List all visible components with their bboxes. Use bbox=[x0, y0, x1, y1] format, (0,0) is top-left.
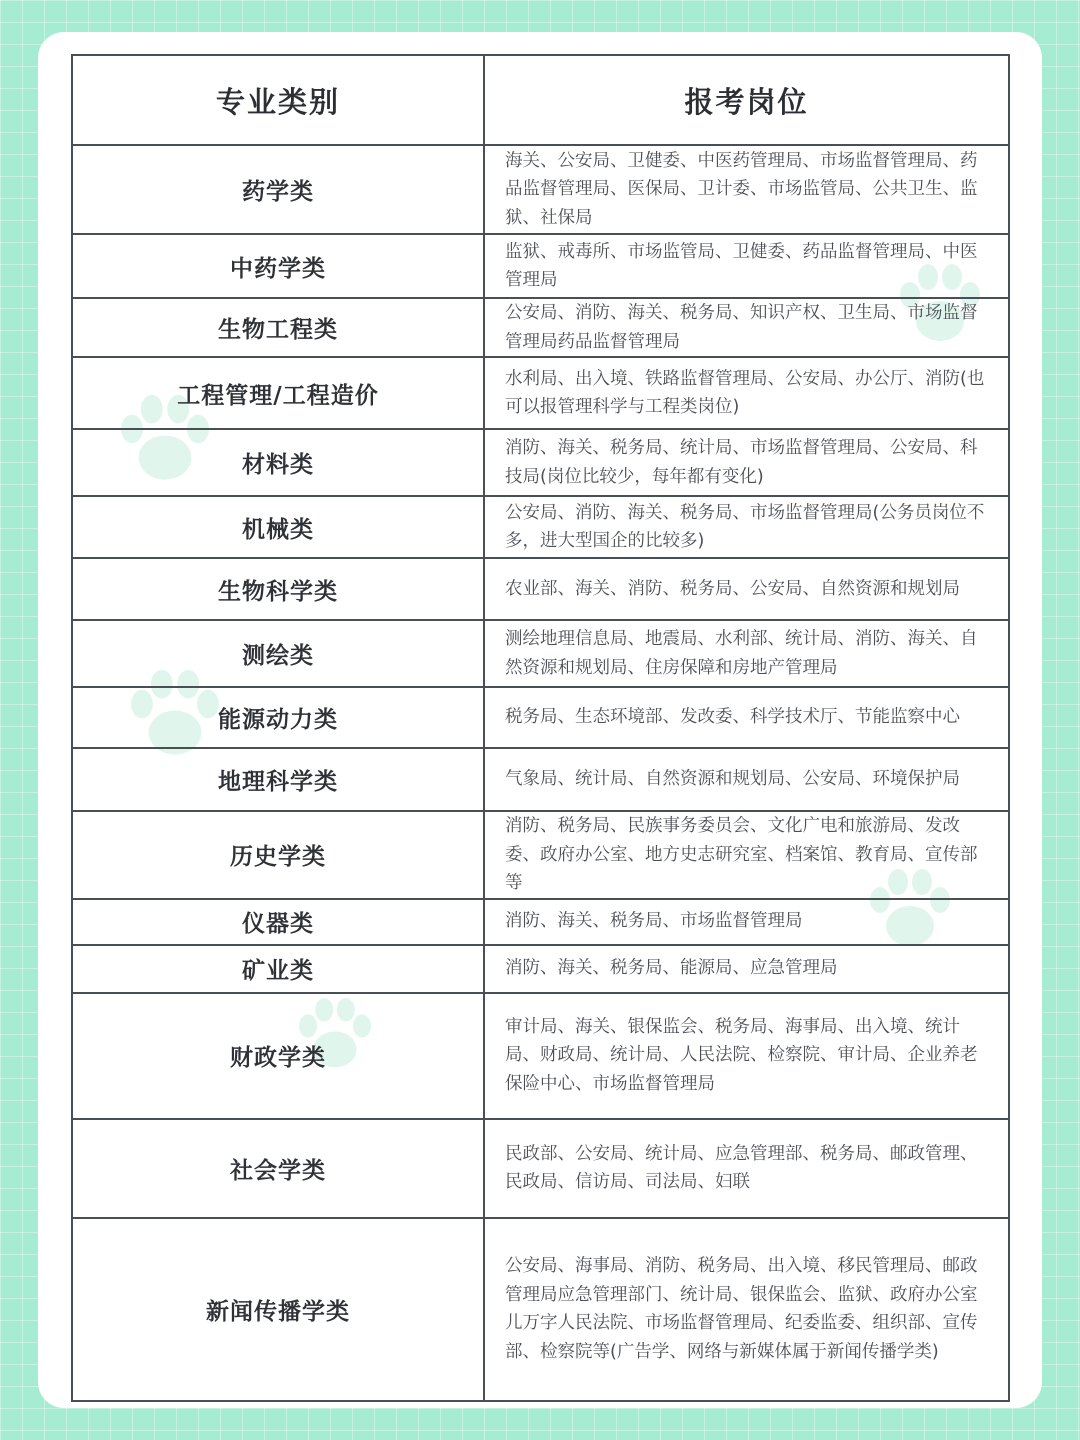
positions-cell: 消防、税务局、民族事务委员会、文化广电和旅游局、发改委、政府办公室、地方史志研究室、档案馆、教育局、宣传部等 bbox=[484, 811, 1009, 899]
category-cell: 机械类 bbox=[72, 496, 484, 558]
category-cell: 测绘类 bbox=[72, 620, 484, 687]
positions-cell: 监狱、戒毒所、市场监管局、卫健委、药品监督管理局、中医管理局 bbox=[484, 234, 1009, 298]
table-row bbox=[72, 993, 1009, 1119]
category-cell: 工程管理/工程造价 bbox=[72, 357, 484, 429]
header-major-category: 专业类别 bbox=[72, 55, 484, 145]
positions-cell: 消防、海关、税务局、统计局、市场监督管理局、公安局、科技局(岗位比较少，每年都有变化) bbox=[484, 429, 1009, 496]
positions-cell: 审计局、海关、银保监会、税务局、海事局、出入境、统计局、财政局、统计局、人民法院、检察院、审计局、企业养老保险中心、市场监督管理局 bbox=[484, 993, 1009, 1119]
table-row bbox=[72, 145, 1009, 234]
positions-cell: 消防、海关、税务局、市场监督管理局 bbox=[484, 899, 1009, 945]
category-cell: 药学类 bbox=[72, 145, 484, 234]
positions-cell: 消防、海关、税务局、能源局、应急管理局 bbox=[484, 945, 1009, 993]
major-position-table bbox=[71, 54, 1010, 1402]
positions-cell: 测绘地理信息局、地震局、水利部、统计局、消防、海关、自然资源和规划局、住房保障和房地产管理局 bbox=[484, 620, 1009, 687]
positions-cell: 公安局、消防、海关、税务局、市场监督管理局(公务员岗位不多，进大型国企的比较多) bbox=[484, 496, 1009, 558]
table-row bbox=[72, 620, 1009, 687]
category-cell: 生物科学类 bbox=[72, 558, 484, 620]
table-row bbox=[72, 234, 1009, 298]
table-row bbox=[72, 748, 1009, 811]
category-cell: 中药学类 bbox=[72, 234, 484, 298]
positions-cell: 水利局、出入境、铁路监督管理局、公安局、办公厅、消防(也可以报管理科学与工程类岗位) bbox=[484, 357, 1009, 429]
table-row bbox=[72, 496, 1009, 558]
category-cell: 能源动力类 bbox=[72, 687, 484, 748]
table-header-row bbox=[72, 55, 1009, 145]
category-cell: 历史学类 bbox=[72, 811, 484, 899]
table-row bbox=[72, 298, 1009, 357]
positions-cell: 公安局、海事局、消防、税务局、出入境、移民管理局、邮政管理局应急管理部门、统计局、银保监会、监狱、政府办公室儿万字人民法院、市场监督管理局、纪委监委、组织部、宣传部、检察院等(广告学、网络与新媒体属于新闻传播学类) bbox=[484, 1218, 1009, 1401]
table-row bbox=[72, 558, 1009, 620]
category-cell: 生物工程类 bbox=[72, 298, 484, 357]
table-row bbox=[72, 357, 1009, 429]
category-cell: 材料类 bbox=[72, 429, 484, 496]
table-row bbox=[72, 687, 1009, 748]
positions-cell: 海关、公安局、卫健委、中医药管理局、市场监督管理局、药品监督管理局、医保局、卫计委、市场监管局、公共卫生、监狱、社保局 bbox=[484, 145, 1009, 234]
table-row bbox=[72, 429, 1009, 496]
table-row bbox=[72, 899, 1009, 945]
positions-cell: 农业部、海关、消防、税务局、公安局、自然资源和规划局 bbox=[484, 558, 1009, 620]
positions-cell: 公安局、消防、海关、税务局、知识产权、卫生局、市场监督管理局药品监督管理局 bbox=[484, 298, 1009, 357]
category-cell: 社会学类 bbox=[72, 1119, 484, 1218]
category-cell: 仪器类 bbox=[72, 899, 484, 945]
category-cell: 地理科学类 bbox=[72, 748, 484, 811]
positions-cell: 税务局、生态环境部、发改委、科学技术厅、节能监察中心 bbox=[484, 687, 1009, 748]
category-cell: 财政学类 bbox=[72, 993, 484, 1119]
header-positions: 报考岗位 bbox=[484, 55, 1009, 145]
category-cell: 矿业类 bbox=[72, 945, 484, 993]
positions-cell: 气象局、统计局、自然资源和规划局、公安局、环境保护局 bbox=[484, 748, 1009, 811]
positions-cell: 民政部、公安局、统计局、应急管理部、税务局、邮政管理、民政局、信访局、司法局、妇联 bbox=[484, 1119, 1009, 1218]
table-row bbox=[72, 811, 1009, 899]
table-row bbox=[72, 1218, 1009, 1401]
table-row bbox=[72, 1119, 1009, 1218]
category-cell: 新闻传播学类 bbox=[72, 1218, 484, 1401]
table-row bbox=[72, 945, 1009, 993]
